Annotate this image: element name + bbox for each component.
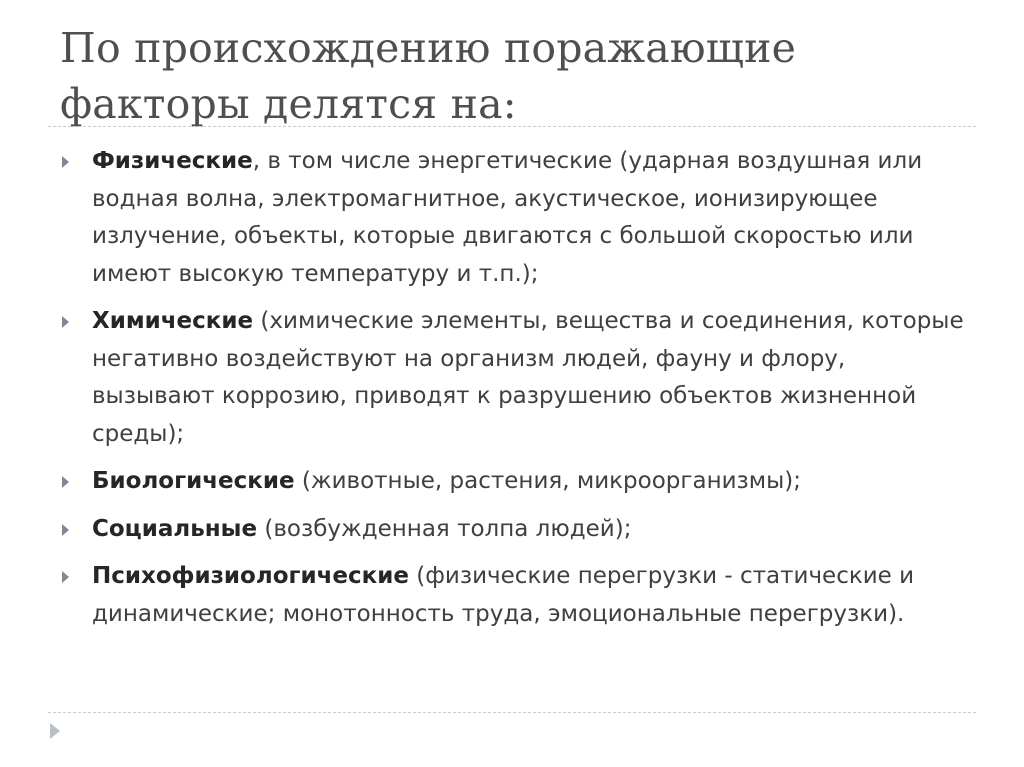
slide-title: По происхождению поражающие факторы делятся на:	[60, 24, 797, 128]
bullet-term: Биологические	[92, 468, 295, 494]
bullet-item-physical	[60, 143, 970, 293]
footer-divider	[48, 712, 976, 713]
triangle-right-icon	[62, 524, 69, 536]
bullet-text: (химические элементы, вещества и соединения, которые негативно воздействуют на организм людей, фауну и флору, вызывают коррозию, приводят к разрушению объектов жизненной среды);	[92, 308, 964, 447]
bullet-term: Физические	[92, 148, 253, 174]
bullet-item-chemical	[60, 303, 970, 453]
bullet-text: (возбужденная толпа людей);	[257, 515, 632, 542]
bullet-term: Социальные	[92, 515, 258, 542]
bullet-text: (животные, растения, микроорганизмы);	[294, 468, 802, 494]
bullet-text: , в том числе энергетические (ударная воздушная или водная волна, электромагнитное, акустическое, ионизирующее излучение, объекты, которые двигаются с большой скоростью или имеют высокую температуру и т.п.);	[92, 148, 923, 287]
bullet-item-biological	[60, 463, 970, 501]
triangle-right-icon	[62, 316, 69, 328]
next-slide-arrow-icon[interactable]	[50, 723, 60, 739]
bullet-item-psychophysiological	[60, 558, 970, 633]
bullet-list	[60, 143, 970, 643]
bullet-term: Психофизиологические	[92, 563, 409, 589]
triangle-right-icon	[62, 476, 69, 488]
triangle-right-icon	[62, 156, 69, 168]
bullet-text: (физические перегрузки - статические и динамические; монотонность труда, эмоциональные перегрузки).	[92, 563, 915, 627]
bullet-term: Химические	[92, 308, 254, 334]
triangle-right-icon	[62, 571, 69, 583]
bullet-item-social	[60, 511, 970, 549]
title-divider	[48, 126, 976, 127]
